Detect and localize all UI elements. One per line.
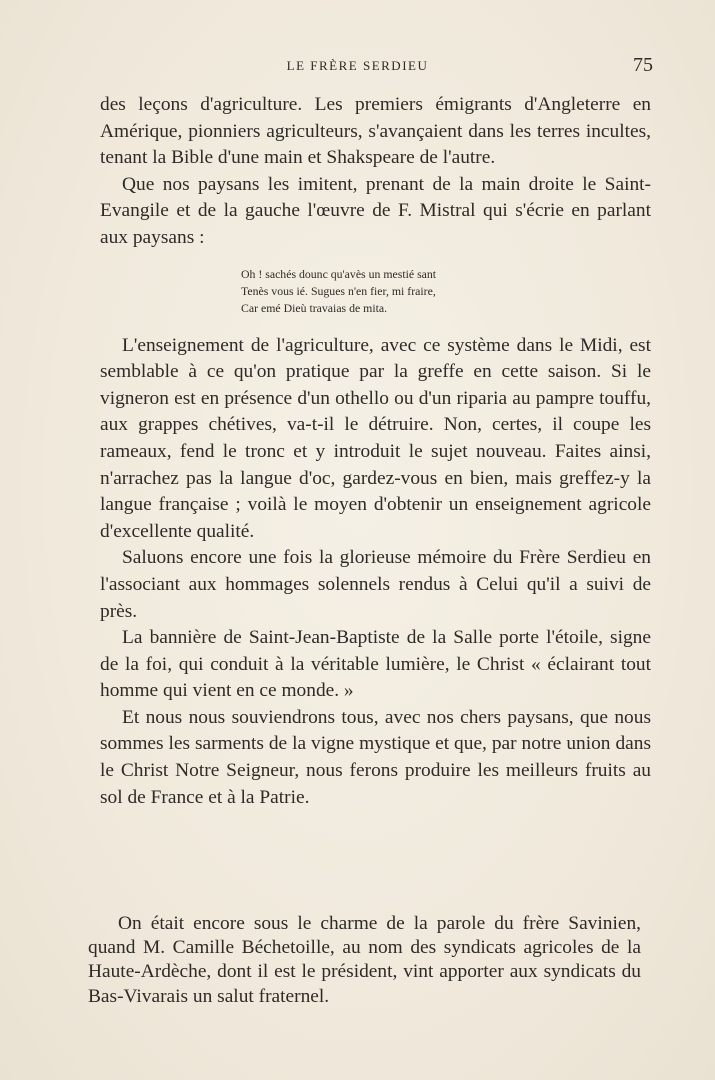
running-head [0, 54, 715, 78]
postscript-text [88, 912, 641, 1009]
verse-line: Tenès vous ié. Sugues n'en fier, mi fraire, [241, 283, 436, 298]
paragraph-continuation: des leçons d'agriculture. Les premiers émigrants d'Angleterre en Amérique, pionniers agriculteurs, s'avançaient dans les terres incultes, tenant la Bible d'une main et Shakspeare de l'autre. [100, 94, 651, 169]
paragraph-grafting: L'enseignement de l'agriculture, avec ce système dans le Midi, est semblable à ce qu'on pratique par la greffe en cette saison. Si le vigneron est en présence d'un othello ou d'un riparia au pampre touffu, aux grappes chétives, va-t-il le détruire. Non, certes, il coupe les rameaux, fend le tronc et y introduit le sujet nouveau. Faites ainsi, n'arrachez pas la langue d'oc, gardez-vous en bien, mais greffez-y la langue française ; voilà le moyen d'obtenir un enseignement agricole d'excellente qualité. [100, 334, 651, 542]
verse-line: Oh ! sachés dounc qu'avès un mestié sant [241, 266, 437, 281]
main-text [100, 92, 651, 811]
verse-line: Car emé Dieù travaias de mita. [241, 300, 388, 315]
paragraph-bechetoille: On était encore sous le charme de la parole du frère Savinien, quand M. Camille Béchetoille, au nom des syndicats agricoles de la Haute-Ardèche, dont il est le président, vint apporter aux syndicats du Bas-Vivarais un salut fraternel. [88, 913, 641, 1007]
running-title: LE FRÈRE SERDIEU [286, 58, 429, 73]
paragraph-banner: La bannière de Saint-Jean-Baptiste de la Salle porte l'étoile, signe de la foi, qui conduit à la véritable lumière, le Christ « éclairant tout homme qui vient en ce monde. » [100, 627, 651, 702]
page-number: 75 [633, 54, 653, 76]
verse-quote [241, 266, 651, 317]
paragraph-memory: Saluons encore une fois la glorieuse mémoire du Frère Serdieu en l'associant aux hommages solennels rendus à Celui qu'il a suivi de près. [100, 547, 651, 622]
paragraph-vine: Et nous nous souviendrons tous, avec nos chers paysans, que nous sommes les sarments de la vigne mystique et que, par notre union dans le Christ Notre Seigneur, nous ferons produire les meilleurs fruits au sol de France et à la Patrie. [100, 706, 651, 808]
paragraph-mistral-intro: Que nos paysans les imitent, prenant de la main droite le Saint-Evangile et de la gauche l'œuvre de F. Mistral qui s'écrie en parlant aux paysans : [100, 173, 651, 248]
